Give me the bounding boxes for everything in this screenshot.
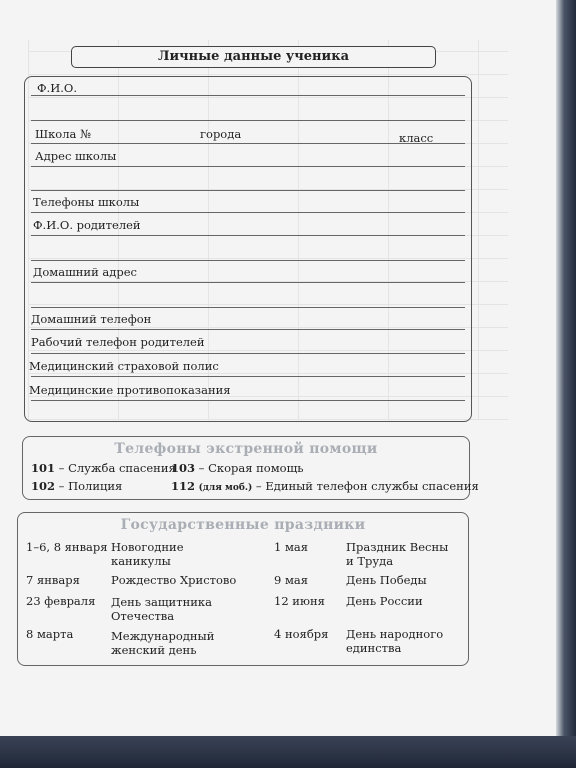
fio-line-2[interactable] [31, 120, 465, 121]
personal-data-title: Личные данные ученика [71, 46, 436, 68]
parents-line[interactable] [31, 235, 465, 236]
fio-line[interactable] [31, 95, 465, 96]
holiday-date: 7 января [26, 573, 80, 587]
home-phone-line[interactable] [31, 329, 465, 330]
holidays-box [17, 512, 469, 666]
school-label: Школа № [35, 127, 91, 141]
holiday-name: День Победы [346, 573, 427, 587]
emergency-item [31, 479, 122, 493]
parents-label: Ф.И.О. родителей [33, 218, 141, 232]
emergency-text: – Полиция [55, 479, 123, 493]
holiday-date: 4 ноября [274, 627, 329, 641]
holiday-date: 1 мая [274, 540, 309, 554]
holiday-name-cont: женский день [111, 643, 197, 657]
notebook-bottom-edge [0, 736, 576, 768]
school-phones-line[interactable] [31, 212, 465, 213]
holiday-date: 8 марта [26, 627, 74, 641]
home-address-line[interactable] [31, 282, 465, 283]
parents-line-2[interactable] [31, 260, 465, 261]
home-phone-label: Домашний телефон [31, 312, 152, 326]
emergency-title: Телефоны экстренной помощи [114, 441, 378, 457]
home-address-line-2[interactable] [31, 307, 465, 308]
holiday-name: Праздник Весны [346, 540, 449, 554]
holiday-name: Рождество Христово [111, 573, 237, 587]
city-label: города [200, 127, 242, 141]
work-phone-line[interactable] [31, 353, 465, 354]
emergency-text: – Служба спасения [55, 461, 176, 475]
work-phone-label: Рабочий телефон родителей [31, 335, 205, 349]
home-address-label: Домашний адрес [33, 265, 137, 279]
holiday-name: День народного [346, 627, 444, 641]
emergency-phones-box [22, 436, 479, 500]
holiday-name-cont: Отечества [111, 609, 175, 623]
holidays-title: Государственные праздники [120, 517, 366, 533]
emergency-item [171, 479, 479, 495]
insurance-label: Медицинский страховой полис [29, 359, 219, 373]
contraindications-label: Медицинские противопоказания [29, 383, 231, 397]
school-address-line-2[interactable] [31, 190, 465, 191]
holiday-date: 23 февраля [26, 594, 96, 608]
fio-label: Ф.И.О. [37, 81, 77, 95]
emergency-item [171, 461, 304, 475]
holiday-name: Международный [111, 629, 215, 643]
insurance-line[interactable] [31, 376, 465, 377]
holiday-name-cont: каникулы [111, 554, 171, 568]
emergency-number: 103 [171, 461, 196, 475]
emergency-text: – Единый телефон службы спасения [252, 479, 479, 493]
holiday-name: День России [346, 594, 423, 608]
contraindications-line[interactable] [31, 400, 465, 401]
emergency-item [31, 461, 176, 475]
holiday-date: 12 июня [274, 594, 325, 608]
emergency-number: 102 [31, 479, 56, 493]
grade-label: класс [399, 131, 434, 145]
holiday-name-cont: и Труда [346, 554, 394, 568]
school-line[interactable] [31, 143, 465, 144]
notebook-spine-edge [556, 0, 576, 736]
school-phones-label: Телефоны школы [33, 195, 140, 209]
holiday-name-cont: единства [346, 641, 402, 655]
holiday-name: День защитника [111, 595, 212, 609]
holiday-date: 1–6, 8 января [26, 540, 108, 554]
emergency-note: (для моб.) [198, 483, 253, 493]
school-address-label: Адрес школы [35, 149, 117, 163]
emergency-number: 112 [171, 479, 196, 493]
emergency-number: 101 [31, 461, 56, 475]
emergency-text: – Скорая помощь [195, 461, 304, 475]
school-address-line[interactable] [31, 166, 465, 167]
personal-data-form [24, 76, 472, 422]
holiday-name: Новогодние [111, 540, 184, 554]
holiday-date: 9 мая [274, 573, 309, 587]
